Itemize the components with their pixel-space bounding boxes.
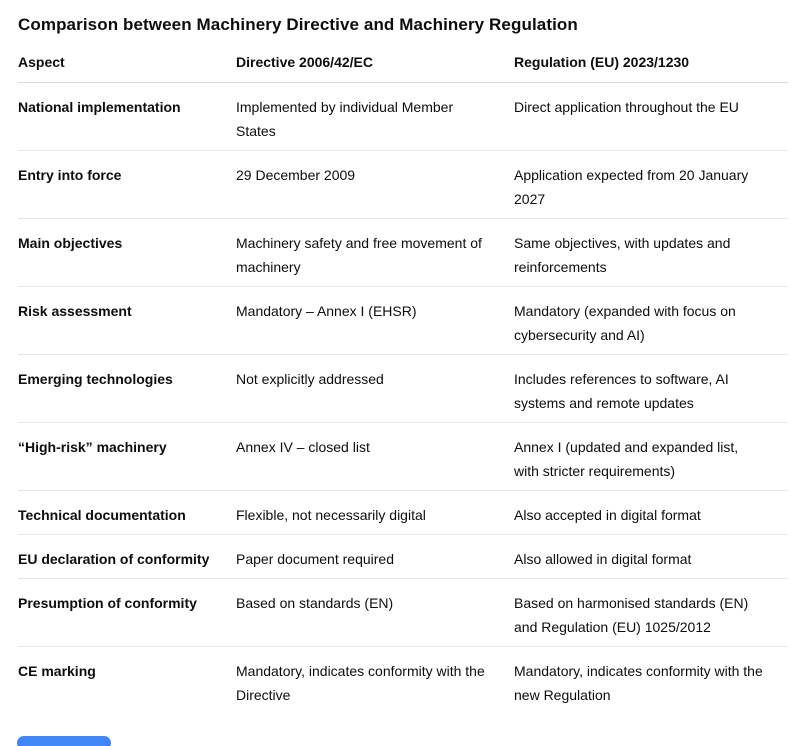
- cell-regulation: Mandatory (expanded with focus on cybersecurity and AI): [514, 303, 736, 343]
- page-title: Comparison between Machinery Directive and Machinery Regulation: [18, 15, 578, 34]
- cell-directive: Implemented by individual Member States: [236, 99, 454, 139]
- cell-regulation: Annex I (updated and expanded list, with stricter requirements): [514, 439, 739, 479]
- comparison-table: [18, 37, 788, 714]
- cell-aspect: Technical documentation: [18, 507, 186, 523]
- column-header-aspect: Aspect: [18, 54, 65, 70]
- cell-directive: 29 December 2009: [236, 167, 356, 183]
- cell-regulation: Includes references to software, AI systems and remote updates: [514, 371, 729, 411]
- table-row: [18, 535, 788, 579]
- cell-regulation: Also allowed in digital format: [514, 551, 692, 567]
- cell-aspect: Risk assessment: [18, 303, 132, 319]
- cell-aspect: Emerging technologies: [18, 371, 173, 387]
- cell-directive: Mandatory, indicates conformity with the Directive: [236, 663, 485, 703]
- cell-regulation: Mandatory, indicates conformity with the new Regulation: [514, 663, 763, 703]
- cell-directive: Paper document required: [236, 551, 394, 567]
- cell-aspect: Entry into force: [18, 167, 122, 183]
- table-row: [18, 491, 788, 535]
- cell-directive: Mandatory – Annex I (EHSR): [236, 303, 417, 319]
- cell-aspect: Presumption of conformity: [18, 595, 197, 611]
- cell-directive: Flexible, not necessarily digital: [236, 507, 426, 523]
- table-header-row: [18, 37, 788, 83]
- table-row: [18, 219, 788, 287]
- table-row: [18, 151, 788, 219]
- table-row: [18, 355, 788, 423]
- cell-aspect: “High-risk” machinery: [18, 439, 167, 455]
- cell-regulation: Application expected from 20 January 2027: [514, 167, 749, 207]
- cell-aspect: CE marking: [18, 663, 96, 679]
- column-header-regulation: Regulation (EU) 2023/1230: [514, 54, 690, 70]
- cell-regulation: Same objectives, with updates and reinforcements: [514, 235, 731, 275]
- cell-regulation: Direct application throughout the EU: [514, 99, 739, 115]
- cell-aspect: Main objectives: [18, 235, 123, 251]
- cell-regulation: Based on harmonised standards (EN) and Regulation (EU) 1025/2012: [514, 595, 749, 635]
- table-row: [18, 423, 788, 491]
- cell-aspect: EU declaration of conformity: [18, 551, 210, 567]
- table-row: [18, 287, 788, 355]
- cell-regulation: Also accepted in digital format: [514, 507, 701, 523]
- partial-blue-element: [17, 736, 111, 746]
- table-row: [18, 647, 788, 714]
- table-row: [18, 579, 788, 647]
- column-header-directive: Directive 2006/42/EC: [236, 54, 373, 70]
- cell-directive: Annex IV – closed list: [236, 439, 370, 455]
- cell-directive: Based on standards (EN): [236, 595, 394, 611]
- table-row: [18, 83, 788, 151]
- cell-directive: Machinery safety and free movement of machinery: [236, 235, 482, 275]
- cell-aspect: National implementation: [18, 99, 181, 115]
- cell-directive: Not explicitly addressed: [236, 371, 384, 387]
